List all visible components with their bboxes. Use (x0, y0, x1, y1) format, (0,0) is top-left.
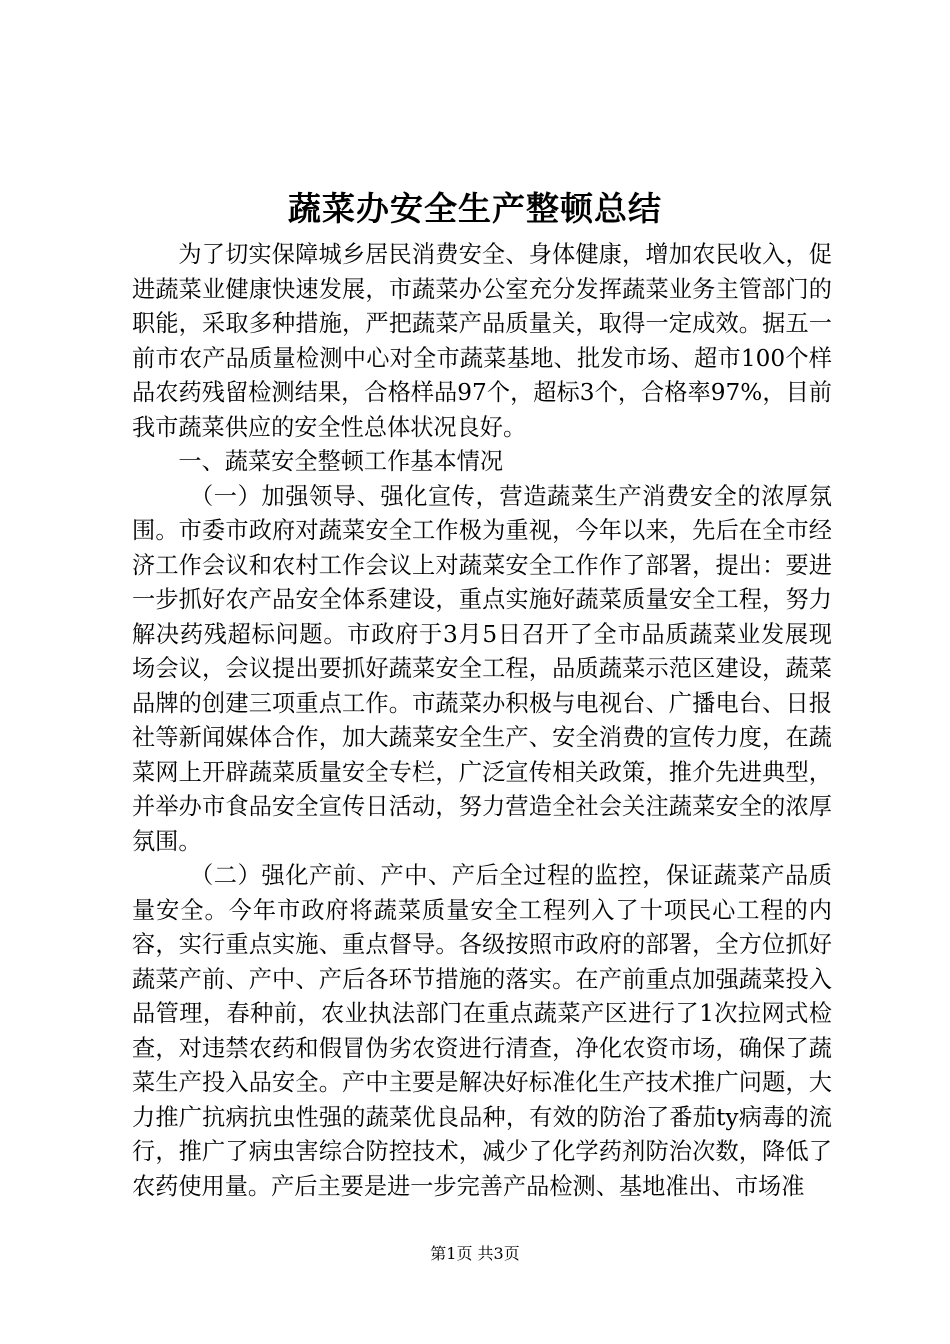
document-body (132, 238, 832, 1204)
paragraph-subsection-2: （二）强化产前、产中、产后全过程的监控，保证蔬菜产品质量安全。今年市政府将蔬菜质量安全工程列入了十项民心工程的内容，实行重点实施、重点督导。各级按照市政府的部署，全方位抓好蔬菜产前、产中、产后各环节措施的落实。在产前重点加强蔬菜投入品管理，春种前，农业执法部门在重点蔬菜产区进行了1次拉网式检查，对违禁农药和假冒伪劣农资进行清查，净化农资市场，确保了蔬菜生产投入品安全。产中主要是解决好标准化生产技术推广问题，大力推广抗病抗虫性强的蔬菜优良品种，有效的防治了番茄ty病毒的流行，推广了病虫害综合防控技术，减少了化学药剂防治次数，降低了农药使用量。产后主要是进一步完善产品检测、基地准出、市场准 (132, 862, 832, 1200)
paragraph-subsection-1: （一）加强领导、强化宣传，营造蔬菜生产消费安全的浓厚氛围。市委市政府对蔬菜安全工作极为重视，今年以来，先后在全市经济工作会议和农村工作会议上对蔬菜安全工作作了部署，提出：要进一步抓好农产品安全体系建设，重点实施好蔬菜质量安全工程，努力解决药残超标问题。市政府于3月5日召开了全市品质蔬菜业发展现场会议，会议提出要抓好蔬菜安全工程，品质蔬菜示范区建设，蔬菜品牌的创建三项重点工作。市蔬菜办积极与电视台、广播电台、日报社等新闻媒体合作，加大蔬菜安全生产、安全消费的宣传力度，在蔬菜网上开辟蔬菜质量安全专栏，广泛宣传相关政策，推介先进典型，并举办市食品安全宣传日活动，努力营造全社会关注蔬菜安全的浓厚氛围。 (132, 482, 832, 855)
page-number: 第1页 共3页 (430, 1244, 520, 1263)
section-heading: 一、蔬菜安全整顿工作基本情况 (178, 448, 504, 475)
paragraph-intro: 为了切实保障城乡居民消费安全、身体健康，增加农民收入，促进蔬菜业健康快速发展，市蔬菜办公室充分发挥蔬菜业务主管部门的职能，采取多种措施，严把蔬菜产品质量关，取得一定成效。据五一前市农产品质量检测中心对全市蔬菜基地、批发市场、超市100个样品农药残留检测结果，合格样品97个，超标3个，合格率97%，目前我市蔬菜供应的安全性总体状况良好。 (132, 241, 832, 441)
document-title: 蔬菜办安全生产整顿总结 (288, 189, 662, 228)
